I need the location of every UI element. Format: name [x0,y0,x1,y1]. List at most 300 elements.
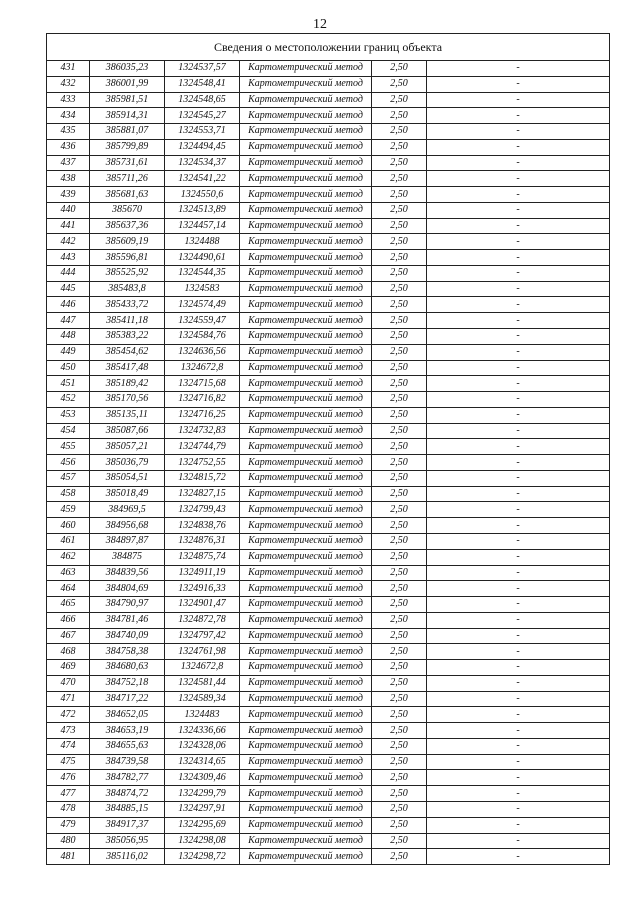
point-number-cell: 461 [47,533,90,549]
point-number-cell: 456 [47,455,90,471]
y-coordinate-cell: 1324584,76 [165,329,240,345]
x-coordinate-cell: 385483,8 [90,281,165,297]
method-cell: Картометрический метод [240,597,372,613]
description-cell: - [427,265,610,281]
point-number-cell: 433 [47,92,90,108]
method-cell: Картометрический метод [240,660,372,676]
x-coordinate-cell: 385981,51 [90,92,165,108]
y-coordinate-cell: 1324872,78 [165,612,240,628]
description-cell: - [427,565,610,581]
description-cell: - [427,786,610,802]
table-row [47,660,610,676]
y-coordinate-cell: 1324295,69 [165,817,240,833]
y-coordinate-cell: 1324581,44 [165,675,240,691]
method-cell: Картометрический метод [240,644,372,660]
method-cell: Картометрический метод [240,392,372,408]
table-row [47,329,610,345]
y-coordinate-cell: 1324589,34 [165,691,240,707]
accuracy-cell: 2,50 [372,518,427,534]
method-cell: Картометрический метод [240,376,372,392]
point-number-cell: 472 [47,707,90,723]
table-row [47,202,610,218]
y-coordinate-cell: 1324457,14 [165,218,240,234]
accuracy-cell: 2,50 [372,76,427,92]
page-number: 12 [313,17,327,32]
table-row [47,281,610,297]
method-cell: Картометрический метод [240,313,372,329]
method-cell: Картометрический метод [240,171,372,187]
description-cell: - [427,518,610,534]
method-cell: Картометрический метод [240,187,372,203]
table-title: Сведения о местоположении границ объекта [47,34,610,61]
table-title-row [47,34,610,61]
method-cell: Картометрический метод [240,360,372,376]
y-coordinate-cell: 1324732,83 [165,423,240,439]
description-cell: - [427,486,610,502]
accuracy-cell: 2,50 [372,533,427,549]
x-coordinate-cell: 385681,63 [90,187,165,203]
table-row [47,392,610,408]
method-cell: Картометрический метод [240,108,372,124]
description-cell: - [427,155,610,171]
method-cell: Картометрический метод [240,155,372,171]
description-cell: - [427,218,610,234]
accuracy-cell: 2,50 [372,502,427,518]
x-coordinate-cell: 385411,18 [90,313,165,329]
method-cell: Картометрический метод [240,612,372,628]
point-number-cell: 465 [47,597,90,613]
accuracy-cell: 2,50 [372,817,427,833]
accuracy-cell: 2,50 [372,92,427,108]
table-row [47,155,610,171]
y-coordinate-cell: 1324534,37 [165,155,240,171]
y-coordinate-cell: 1324761,98 [165,644,240,660]
method-cell: Картометрический метод [240,533,372,549]
y-coordinate-cell: 1324550,6 [165,187,240,203]
x-coordinate-cell: 385383,22 [90,329,165,345]
x-coordinate-cell: 384782,77 [90,770,165,786]
x-coordinate-cell: 385116,02 [90,849,165,865]
x-coordinate-cell: 384956,68 [90,518,165,534]
description-cell: - [427,470,610,486]
accuracy-cell: 2,50 [372,61,427,77]
y-coordinate-cell: 1324827,15 [165,486,240,502]
description-cell: - [427,76,610,92]
description-cell: - [427,817,610,833]
y-coordinate-cell: 1324797,42 [165,628,240,644]
point-number-cell: 469 [47,660,90,676]
method-cell: Картометрический метод [240,849,372,865]
description-cell: - [427,360,610,376]
method-cell: Картометрический метод [240,250,372,266]
x-coordinate-cell: 384758,38 [90,644,165,660]
description-cell: - [427,139,610,155]
x-coordinate-cell: 385170,56 [90,392,165,408]
table-row [47,770,610,786]
accuracy-cell: 2,50 [372,691,427,707]
accuracy-cell: 2,50 [372,833,427,849]
description-cell: - [427,549,610,565]
table-row [47,581,610,597]
method-cell: Картометрический метод [240,817,372,833]
table-row [47,187,610,203]
table-row [47,817,610,833]
point-number-cell: 463 [47,565,90,581]
description-cell: - [427,392,610,408]
method-cell: Картометрический метод [240,407,372,423]
y-coordinate-cell: 1324544,35 [165,265,240,281]
table-row [47,470,610,486]
method-cell: Картометрический метод [240,502,372,518]
description-cell: - [427,108,610,124]
point-number-cell: 453 [47,407,90,423]
accuracy-cell: 2,50 [372,770,427,786]
point-number-cell: 466 [47,612,90,628]
table-row [47,407,610,423]
description-cell: - [427,423,610,439]
accuracy-cell: 2,50 [372,470,427,486]
point-number-cell: 457 [47,470,90,486]
accuracy-cell: 2,50 [372,392,427,408]
y-coordinate-cell: 1324636,56 [165,344,240,360]
y-coordinate-cell: 1324309,46 [165,770,240,786]
y-coordinate-cell: 1324559,47 [165,313,240,329]
y-coordinate-cell: 1324545,27 [165,108,240,124]
y-coordinate-cell: 1324799,43 [165,502,240,518]
table-row [47,376,610,392]
accuracy-cell: 2,50 [372,124,427,140]
table-row [47,644,610,660]
y-coordinate-cell: 1324672,8 [165,660,240,676]
y-coordinate-cell: 1324548,65 [165,92,240,108]
method-cell: Картометрический метод [240,92,372,108]
point-number-cell: 458 [47,486,90,502]
y-coordinate-cell: 1324901,47 [165,597,240,613]
accuracy-cell: 2,50 [372,313,427,329]
table-row [47,455,610,471]
y-coordinate-cell: 1324553,71 [165,124,240,140]
y-coordinate-cell: 1324672,8 [165,360,240,376]
x-coordinate-cell: 385637,36 [90,218,165,234]
method-cell: Картометрический метод [240,470,372,486]
x-coordinate-cell: 386001,99 [90,76,165,92]
method-cell: Картометрический метод [240,329,372,345]
x-coordinate-cell: 384839,56 [90,565,165,581]
x-coordinate-cell: 384652,05 [90,707,165,723]
table-row [47,313,610,329]
accuracy-cell: 2,50 [372,108,427,124]
table-row [47,549,610,565]
method-cell: Картометрический метод [240,439,372,455]
description-cell: - [427,833,610,849]
description-cell: - [427,581,610,597]
accuracy-cell: 2,50 [372,155,427,171]
x-coordinate-cell: 384917,37 [90,817,165,833]
method-cell: Картометрический метод [240,139,372,155]
y-coordinate-cell: 1324916,33 [165,581,240,597]
method-cell: Картометрический метод [240,281,372,297]
x-coordinate-cell: 384781,46 [90,612,165,628]
y-coordinate-cell: 1324752,55 [165,455,240,471]
description-cell: - [427,202,610,218]
point-number-cell: 443 [47,250,90,266]
accuracy-cell: 2,50 [372,644,427,660]
description-cell: - [427,329,610,345]
table-row [47,502,610,518]
point-number-cell: 471 [47,691,90,707]
table-row [47,597,610,613]
table-row [47,344,610,360]
y-coordinate-cell: 1324314,65 [165,754,240,770]
description-cell: - [427,691,610,707]
x-coordinate-cell: 384804,69 [90,581,165,597]
description-cell: - [427,61,610,77]
point-number-cell: 479 [47,817,90,833]
accuracy-cell: 2,50 [372,407,427,423]
table-row [47,423,610,439]
point-number-cell: 481 [47,849,90,865]
boundary-coordinates-table [46,33,610,865]
x-coordinate-cell: 385881,07 [90,124,165,140]
description-cell: - [427,124,610,140]
accuracy-cell: 2,50 [372,376,427,392]
x-coordinate-cell: 385731,61 [90,155,165,171]
accuracy-cell: 2,50 [372,486,427,502]
x-coordinate-cell: 385525,92 [90,265,165,281]
point-number-cell: 452 [47,392,90,408]
x-coordinate-cell: 385057,21 [90,439,165,455]
table-body [47,61,610,865]
description-cell: - [427,171,610,187]
description-cell: - [427,644,610,660]
y-coordinate-cell: 1324744,79 [165,439,240,455]
method-cell: Картометрический метод [240,202,372,218]
y-coordinate-cell: 1324328,06 [165,738,240,754]
y-coordinate-cell: 1324483 [165,707,240,723]
point-number-cell: 477 [47,786,90,802]
description-cell: - [427,801,610,817]
method-cell: Картометрический метод [240,723,372,739]
method-cell: Картометрический метод [240,234,372,250]
method-cell: Картометрический метод [240,455,372,471]
method-cell: Картометрический метод [240,265,372,281]
point-number-cell: 454 [47,423,90,439]
accuracy-cell: 2,50 [372,171,427,187]
point-number-cell: 434 [47,108,90,124]
x-coordinate-cell: 385711,26 [90,171,165,187]
point-number-cell: 441 [47,218,90,234]
description-cell: - [427,455,610,471]
x-coordinate-cell: 384885,15 [90,801,165,817]
table-row [47,612,610,628]
y-coordinate-cell: 1324876,31 [165,533,240,549]
x-coordinate-cell: 384740,09 [90,628,165,644]
y-coordinate-cell: 1324911,19 [165,565,240,581]
y-coordinate-cell: 1324513,89 [165,202,240,218]
point-number-cell: 476 [47,770,90,786]
x-coordinate-cell: 385056,95 [90,833,165,849]
y-coordinate-cell: 1324490,61 [165,250,240,266]
accuracy-cell: 2,50 [372,801,427,817]
method-cell: Картометрический метод [240,61,372,77]
point-number-cell: 480 [47,833,90,849]
table-row [47,265,610,281]
accuracy-cell: 2,50 [372,329,427,345]
point-number-cell: 440 [47,202,90,218]
table-row [47,61,610,77]
accuracy-cell: 2,50 [372,265,427,281]
table-row [47,754,610,770]
method-cell: Картометрический метод [240,218,372,234]
point-number-cell: 435 [47,124,90,140]
point-number-cell: 470 [47,675,90,691]
point-number-cell: 446 [47,297,90,313]
table-row [47,833,610,849]
method-cell: Картометрический метод [240,707,372,723]
description-cell: - [427,738,610,754]
table-row [47,218,610,234]
accuracy-cell: 2,50 [372,218,427,234]
accuracy-cell: 2,50 [372,549,427,565]
description-cell: - [427,707,610,723]
point-number-cell: 460 [47,518,90,534]
accuracy-cell: 2,50 [372,202,427,218]
accuracy-cell: 2,50 [372,187,427,203]
x-coordinate-cell: 385054,51 [90,470,165,486]
x-coordinate-cell: 385135,11 [90,407,165,423]
point-number-cell: 450 [47,360,90,376]
point-number-cell: 438 [47,171,90,187]
method-cell: Картометрический метод [240,76,372,92]
x-coordinate-cell: 385417,48 [90,360,165,376]
table-row [47,234,610,250]
point-number-cell: 444 [47,265,90,281]
description-cell: - [427,628,610,644]
x-coordinate-cell: 384752,18 [90,675,165,691]
x-coordinate-cell: 386035,23 [90,61,165,77]
table-row [47,360,610,376]
x-coordinate-cell: 385670 [90,202,165,218]
method-cell: Картометрический метод [240,786,372,802]
table-row [47,565,610,581]
table-row [47,691,610,707]
method-cell: Картометрический метод [240,801,372,817]
description-cell: - [427,723,610,739]
table-row [47,439,610,455]
accuracy-cell: 2,50 [372,565,427,581]
x-coordinate-cell: 385189,42 [90,376,165,392]
description-cell: - [427,533,610,549]
method-cell: Картометрический метод [240,518,372,534]
description-cell: - [427,281,610,297]
method-cell: Картометрический метод [240,486,372,502]
table-row [47,250,610,266]
y-coordinate-cell: 1324716,82 [165,392,240,408]
point-number-cell: 442 [47,234,90,250]
point-number-cell: 462 [47,549,90,565]
y-coordinate-cell: 1324488 [165,234,240,250]
point-number-cell: 478 [47,801,90,817]
description-cell: - [427,612,610,628]
point-number-cell: 467 [47,628,90,644]
y-coordinate-cell: 1324494,45 [165,139,240,155]
accuracy-cell: 2,50 [372,786,427,802]
table-row [47,801,610,817]
accuracy-cell: 2,50 [372,360,427,376]
table-row [47,707,610,723]
description-cell: - [427,234,610,250]
accuracy-cell: 2,50 [372,139,427,155]
x-coordinate-cell: 384897,87 [90,533,165,549]
point-number-cell: 459 [47,502,90,518]
accuracy-cell: 2,50 [372,754,427,770]
accuracy-cell: 2,50 [372,439,427,455]
x-coordinate-cell: 384874,72 [90,786,165,802]
table-row [47,76,610,92]
table-row [47,738,610,754]
accuracy-cell: 2,50 [372,581,427,597]
table-row [47,92,610,108]
description-cell: - [427,297,610,313]
x-coordinate-cell: 385596,81 [90,250,165,266]
point-number-cell: 474 [47,738,90,754]
point-number-cell: 445 [47,281,90,297]
y-coordinate-cell: 1324336,66 [165,723,240,739]
table-row [47,628,610,644]
method-cell: Картометрический метод [240,691,372,707]
accuracy-cell: 2,50 [372,455,427,471]
x-coordinate-cell: 384875 [90,549,165,565]
accuracy-cell: 2,50 [372,723,427,739]
method-cell: Картометрический метод [240,628,372,644]
y-coordinate-cell: 1324838,76 [165,518,240,534]
description-cell: - [427,439,610,455]
accuracy-cell: 2,50 [372,849,427,865]
point-number-cell: 437 [47,155,90,171]
y-coordinate-cell: 1324583 [165,281,240,297]
method-cell: Картометрический метод [240,581,372,597]
table-row [47,171,610,187]
method-cell: Картометрический метод [240,549,372,565]
accuracy-cell: 2,50 [372,597,427,613]
accuracy-cell: 2,50 [372,628,427,644]
table-row [47,786,610,802]
x-coordinate-cell: 384969,5 [90,502,165,518]
point-number-cell: 449 [47,344,90,360]
description-cell: - [427,597,610,613]
description-cell: - [427,675,610,691]
method-cell: Картометрический метод [240,754,372,770]
method-cell: Картометрический метод [240,738,372,754]
y-coordinate-cell: 1324298,08 [165,833,240,849]
method-cell: Картометрический метод [240,124,372,140]
method-cell: Картометрический метод [240,344,372,360]
y-coordinate-cell: 1324298,72 [165,849,240,865]
description-cell: - [427,754,610,770]
accuracy-cell: 2,50 [372,281,427,297]
x-coordinate-cell: 384739,58 [90,754,165,770]
accuracy-cell: 2,50 [372,234,427,250]
point-number-cell: 451 [47,376,90,392]
y-coordinate-cell: 1324875,74 [165,549,240,565]
method-cell: Картометрический метод [240,833,372,849]
point-number-cell: 432 [47,76,90,92]
description-cell: - [427,313,610,329]
table-row [47,723,610,739]
accuracy-cell: 2,50 [372,297,427,313]
table-row [47,297,610,313]
point-number-cell: 455 [47,439,90,455]
